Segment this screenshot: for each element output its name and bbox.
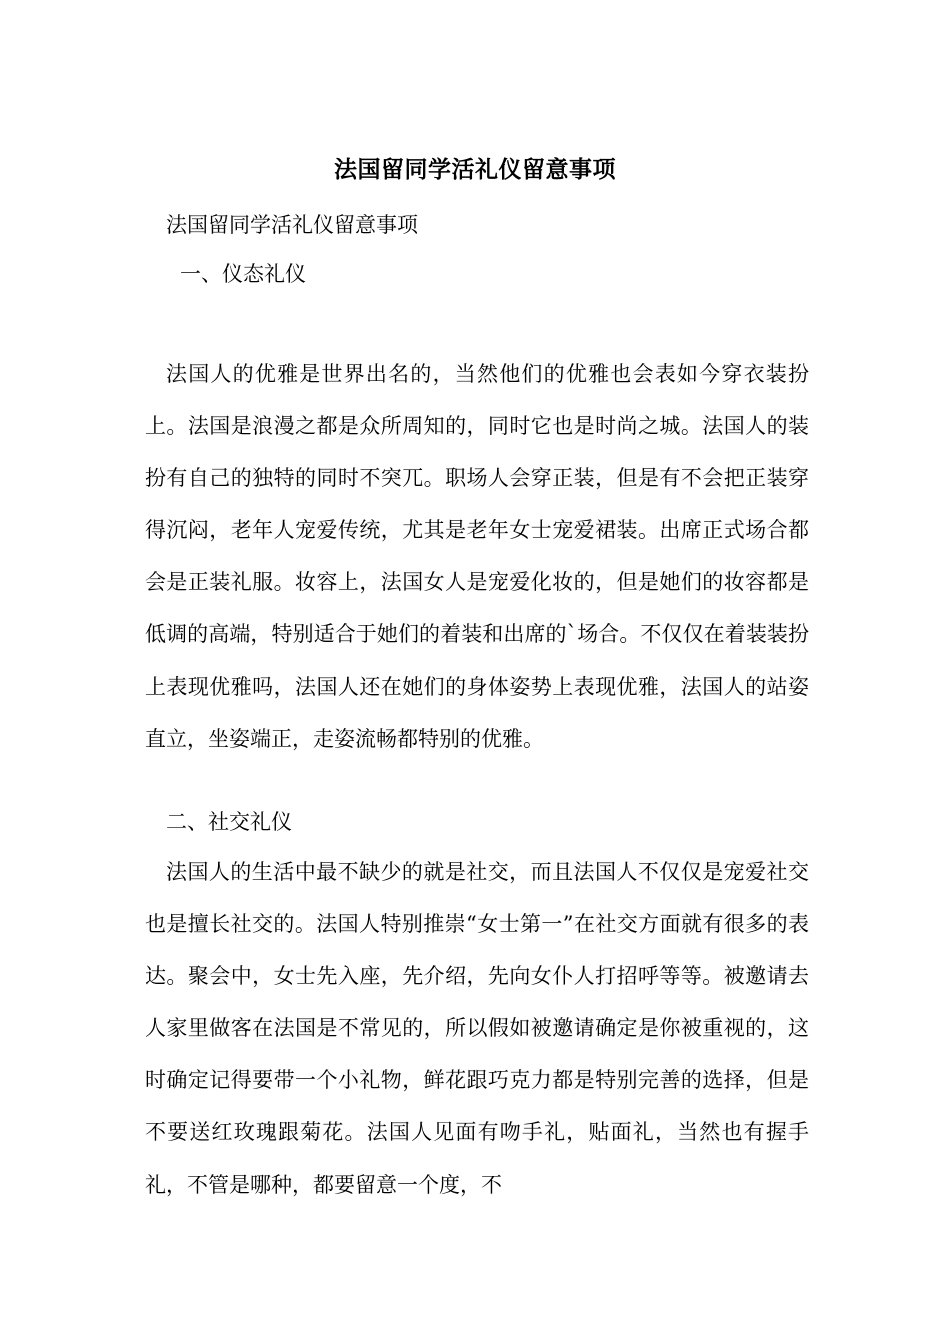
section-heading-social-etiquette: 二、社交礼仪 bbox=[166, 810, 292, 834]
section-body-etiquette-posture: 法国人的优雅是世界出名的，当然他们的优雅也会表如今穿衣装扮上。法国是浪漫之都是众所周知的，同时它也是时尚之城。法国人的装扮有自己的独特的同时不突兀。职场人会穿正装，但是有不会把正装穿得沉闷，老年人宠爱传统，尤其是老年女士宠爱裙装。出席正式场合都会是正装礼服。妆容上，法国女人是宠爱化妆的，但是她们的妆容都是低调的高端，特别适合于她们的着装和出席的`场合。不仅仅在着装装扮上表现优雅吗，法国人还在她们的身体姿势上表现优雅，法国人的站姿直立，坐姿端正，走姿流畅都特别的优雅。 bbox=[145, 362, 809, 751]
document-title: 法国留同学活礼仪留意事项 bbox=[334, 156, 616, 183]
document-subtitle: 法国留同学活礼仪留意事项 bbox=[166, 213, 418, 237]
section-body-social-etiquette: 法国人的生活中最不缺少的就是社交，而且法国人不仅仅是宠爱社交也是擅长社交的。法国人特别推崇“女士第一”在社交方面就有很多的表达。聚会中，女士先入座，先介绍，先向女仆人打招呼等等。被邀请去人家里做客在法国是不常见的，所以假如被邀请确定是你被重视的，这时确定记得要带一个小礼物，鲜花跟巧克力都是特别完善的选择，但是不要送红玫瑰跟菊花。法国人见面有吻手礼，贴面礼，当然也有握手礼，不管是哪种，都要留意一个度，不 bbox=[145, 860, 809, 1197]
section-heading-etiquette-posture: 一、仪态礼仪 bbox=[180, 262, 306, 286]
